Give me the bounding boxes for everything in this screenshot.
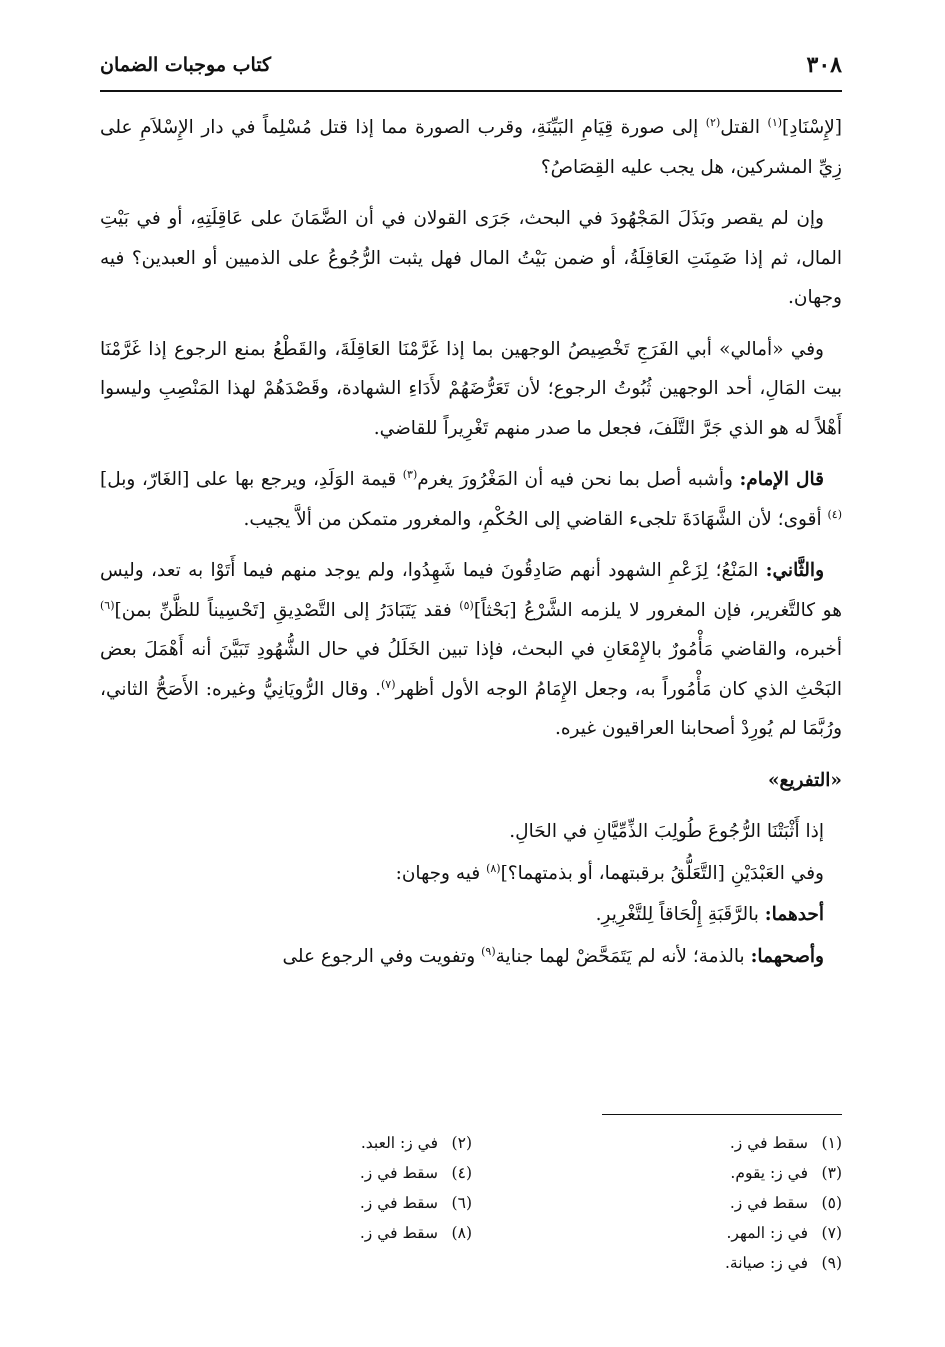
paragraph-4 bbox=[100, 460, 842, 539]
text-span: أقوى؛ لأن الشَّهَادَةَ تلجىء القاضي إلى الحُكْمِ، والمغرور متمكن من ألاَّ يجيب. bbox=[243, 508, 828, 530]
section-heading: «التفريع» bbox=[767, 769, 842, 791]
book-title: كتاب موجبات الضمان bbox=[100, 54, 272, 76]
text-span: القتل bbox=[720, 117, 768, 138]
footnote-text: سقط في ز. bbox=[729, 1194, 808, 1212]
text-span: وفي العَبْدَيْنِ [التَّعَلُّقُ برقبتهما، أو بذمتهما؟] bbox=[500, 862, 824, 884]
footnote-ref-3: (٣) bbox=[402, 467, 418, 481]
footnote-5 bbox=[730, 1188, 842, 1218]
paragraph-8 bbox=[100, 895, 842, 935]
footnote-number: (٢) bbox=[451, 1134, 472, 1152]
footnote-row bbox=[100, 1188, 842, 1218]
text-span: فيه وجهان: bbox=[395, 862, 487, 884]
paragraph-2: وإن لم يقصر وبَذَلَ المَجْهُودَ في البحث، جَرَى القولان في أن الضَّمَانَ على عَاقِلَتِهِ، أو في بَيْتِ المال، ثم إذا ضَمِنَتِ العَاقِلَةُ، أو ضمن بَيْتُ المال فهل يثبت الرُّجُوعُ على الذميين أو العبدين؟ فيه وجهان. bbox=[100, 208, 842, 308]
footnote-number: (٩) bbox=[821, 1254, 842, 1272]
footnote-ref-2: (٢) bbox=[705, 115, 721, 129]
paragraph-9 bbox=[100, 937, 842, 977]
text-span: قيمة الوَلَدِ، ويرجع بها على [الغَارّ، وبل] bbox=[100, 469, 403, 490]
footnote-ref-8: (٨) bbox=[486, 861, 501, 875]
page-header bbox=[100, 52, 842, 92]
text-span: المَنْعُ؛ لِزَعْمِ الشهود أنهم صَادِقُونَ فيما شَهِدُوا، ولم يوجد منهم فيما أَتَوْا به تعد، وليس هو كالتَّغرير، فإن المغرور لا يلزمه الشَّرْعُ [بَحْثاً] bbox=[100, 560, 842, 621]
footnote-9 bbox=[725, 1248, 842, 1278]
footnote-4 bbox=[360, 1158, 472, 1188]
footnotes bbox=[100, 1128, 842, 1278]
footnote-1 bbox=[730, 1128, 842, 1158]
footnote-number: (٥) bbox=[821, 1194, 842, 1212]
footnote-ref-7: (٧) bbox=[380, 677, 396, 691]
footnote-ref-6: (٦) bbox=[100, 598, 115, 612]
footnote-7 bbox=[726, 1218, 842, 1248]
paragraph-lead: والثَّاني: bbox=[765, 560, 824, 581]
footnote-text: سقط في ز. bbox=[359, 1164, 438, 1182]
footnote-6 bbox=[360, 1188, 472, 1218]
footnote-divider bbox=[602, 1114, 842, 1115]
paragraph-1 bbox=[100, 108, 842, 187]
footnote-number: (٤) bbox=[451, 1164, 472, 1182]
footnote-ref-1: (١) bbox=[767, 115, 783, 129]
paragraph-6: إذا أَثْبَتْنَا الرُّجُوعَ طُولِبَ الذِّمِّيَّانِ في الحَالِ. bbox=[509, 821, 824, 842]
footnote-number: (٧) bbox=[821, 1224, 842, 1242]
footnote-ref-4: (٤) bbox=[827, 507, 842, 521]
paragraph-lead: أحدهما: bbox=[764, 904, 824, 925]
paragraph-lead: قال الإمام: bbox=[739, 469, 824, 490]
text-span: [لإِسْنَادِ] bbox=[782, 117, 842, 138]
main-text bbox=[100, 108, 842, 978]
text-span: وتفويت وفي الرجوع على bbox=[282, 945, 482, 967]
footnote-row bbox=[100, 1128, 842, 1158]
footnote-ref-9: (٩) bbox=[481, 944, 496, 958]
text-span: فقد يَتَبَادَرُ إلى التَّصْدِيقِ [تَحْسِيناً للظَّنِّ بمن] bbox=[114, 599, 460, 621]
footnote-text: في ز: صيانة. bbox=[724, 1254, 808, 1272]
footnote-text: في ز: يقوم. bbox=[730, 1164, 808, 1182]
footnote-row bbox=[100, 1218, 842, 1248]
footnote-text: في ز: العبد. bbox=[360, 1134, 438, 1152]
page-number: ٣٠٨ bbox=[806, 52, 842, 78]
text-span: إلى صورة قِيَامِ البَيِّنَةِ، وقرب الصورة مما إذا قتل مُسْلِماً في دار الإِسْلاَمِ على زِيِّ المشركين، هل يجب عليه القِصَاصُ؟ bbox=[100, 117, 842, 178]
paragraph-3: وفي «أمالي» أبي الفَرَجِ تَخْصِيصُ الوجهين بما إذا غَرَّمْنَا العَاقِلَةَ، والقَطْعُ بمنع الرجوع إذا غَرَّمْنَا بيت المَالِ، أحد الوجهين ثُبُوتُ الرجوع؛ لأن تَعَرُّضَهُمْ لأَدَاءِ الشهادة، وقَصْدَهُمْ لهذا المَنْصِبِ وليسوا أَهْلاً له هو الذي جَرَّ التَّلَفَ، فجعل ما صدر منهم تَغْرِيراً للقاضي. bbox=[100, 338, 842, 439]
footnote-2 bbox=[361, 1128, 472, 1158]
text-span: بالرَّقَبَةِ إِلْحَاقاً لِلتَّغْرِيرِ. bbox=[595, 904, 765, 925]
footnote-number: (٦) bbox=[451, 1194, 472, 1212]
text-span: . وقال الرُّويَانِيُّ وغيره: الأَصَحُّ الثاني، ورُبَّمَا لم يُورِدْ أصحابنا العراقيون غيره. bbox=[100, 678, 842, 739]
text-span: بالذمة؛ لأنه لم يَتَمَحَّضْ لهما جناية bbox=[495, 945, 751, 967]
footnote-text: سقط في ز. bbox=[359, 1224, 438, 1242]
footnote-number: (٣) bbox=[821, 1164, 842, 1182]
footnote-number: (٨) bbox=[451, 1224, 472, 1242]
footnote-row bbox=[100, 1248, 842, 1278]
text-span: وأشبه أصل بما نحن فيه أن المَغْرُورَ يغرم bbox=[417, 469, 740, 490]
footnote-number: (١) bbox=[821, 1134, 842, 1152]
paragraph-7 bbox=[100, 854, 842, 894]
footnote-ref-5: (٥) bbox=[459, 598, 474, 612]
paragraph-lead: وأصحهما: bbox=[750, 945, 824, 967]
footnote-8 bbox=[360, 1218, 472, 1248]
footnote-3 bbox=[730, 1158, 842, 1188]
footnote-row bbox=[100, 1158, 842, 1188]
footnote-text: سقط في ز. bbox=[729, 1134, 808, 1152]
footnote-text: في ز: المهر. bbox=[726, 1224, 808, 1242]
text-span: أخبره، والقاضي مَأْمُورٌ بالإِمْعَانِ في البحث، فإذا تبين الخَلَلُ في حال الشُّهُودِ تَبَيَّنَ أنه أَهْمَلَ بعض البَحْثِ الذي كان مَأْمُوراً به، وجعل الإِمَامُ الوجه الأول أظهر bbox=[100, 639, 842, 700]
footnote-text: سقط في ز. bbox=[359, 1194, 438, 1212]
paragraph-5 bbox=[100, 551, 842, 749]
